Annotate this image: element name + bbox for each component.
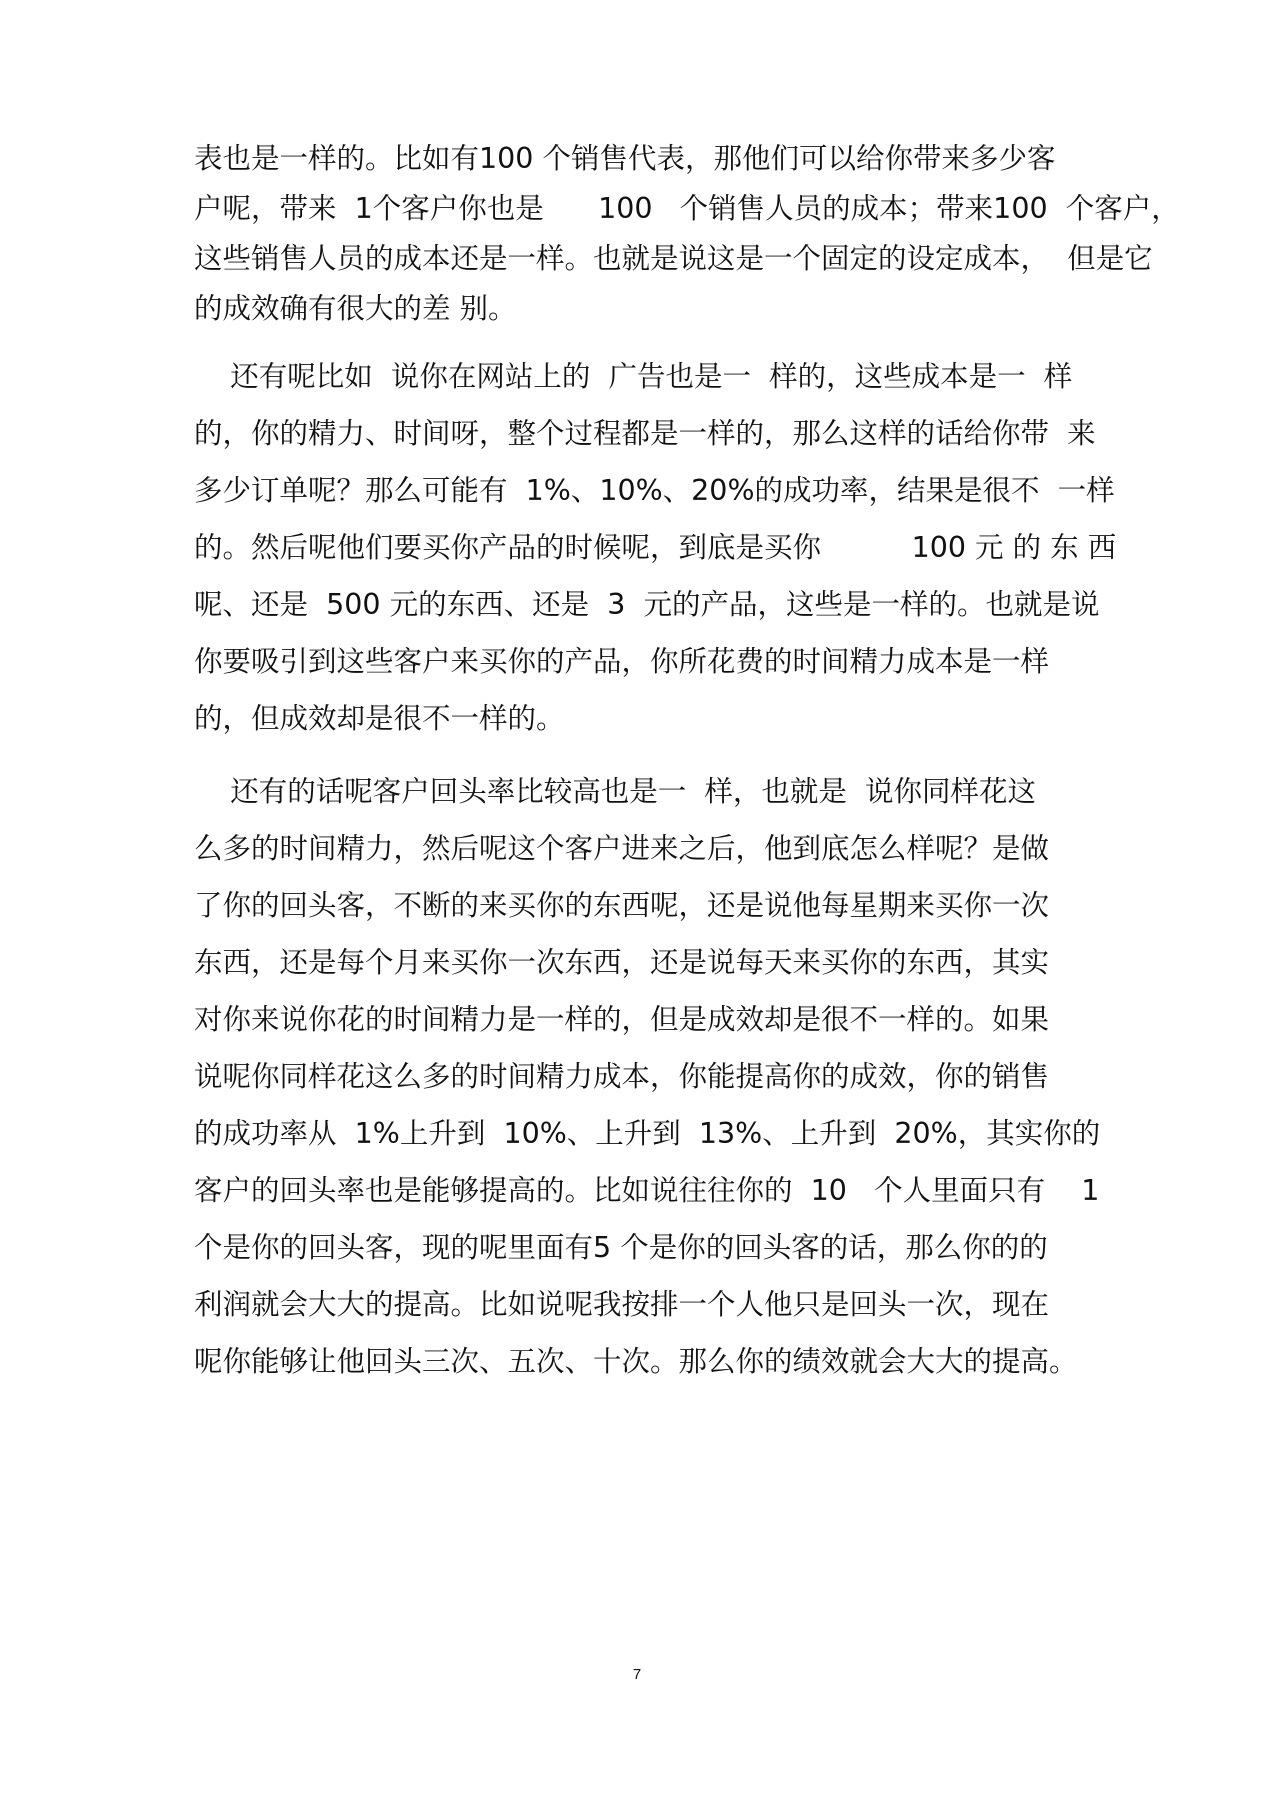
text-line: 的，你的精力、时间呀，整个过程都是一样的，那么这样的话给你带 来 xyxy=(194,417,1096,450)
text-line: 么多的时间精力，然后呢这个客户进来之后，他到底怎么样呢？是做 xyxy=(194,832,1050,865)
text-line: 这些销售人员的成本还是一样。也就是说这是一个固定的设定成本， 但是它 xyxy=(194,242,1153,275)
text-line: 客户的回头率也是能够提高的。比如说往往你的 10 个人里面只有 1 xyxy=(194,1174,1100,1207)
text-line: 的。然后呢他们要买你产品的时候呢，到底是买你 100 元 的 东 西 xyxy=(194,531,1117,564)
text-line: 户呢，带来 1个客户你也是 100 个销售人员的成本；带来100 个客户， xyxy=(194,192,1180,225)
text-line: 说呢你同样花这么多的时间精力成本，你能提高你的成效，你的销售 xyxy=(194,1060,1050,1093)
text-line: 呢、还是 500 元的东西、还是 3 元的产品，这些是一样的。也就是说 xyxy=(194,588,1100,621)
text-line: 还有的话呢客户回头率比较高也是一 样，也就是 说你同样花这 xyxy=(194,775,1036,808)
text-line: 表也是一样的。比如有100 个销售代表，那他们可以给你带来多少客 xyxy=(194,142,1056,175)
text-line: 多少订单呢？那么可能有 1%、10%、20%的成功率，结果是很不 一样 xyxy=(194,474,1115,507)
text-line: 的成功率从 1%上升到 10%、上升到 13%、上升到 20%，其实你的 xyxy=(194,1117,1101,1150)
text-line: 东西，还是每个月来买你一次东西，还是说每天来买你的东西，其实 xyxy=(194,946,1050,979)
text-line: 呢你能够让他回头三次、五次、十次。那么你的绩效就会大大的提高。 xyxy=(194,1345,1078,1378)
text-line: 对你来说你花的时间精力是一样的，但是成效却是很不一样的。如果 xyxy=(194,1003,1050,1036)
text-line: 的，但成效却是很不一样的。 xyxy=(194,702,565,735)
text-line: 利润就会大大的提高。比如说呢我按排一个人他只是回头一次，现在 xyxy=(194,1288,1050,1321)
text-line: 还有呢比如 说你在网站上的 广告也是一 样的，这些成本是一 样 xyxy=(194,360,1073,393)
text-line: 个是你的回头客，现的呢里面有5 个是你的回头客的话，那么你的的 xyxy=(194,1231,1048,1264)
text-line: 了你的回头客，不断的来买你的东西呢，还是说他每星期来买你一次 xyxy=(194,889,1050,922)
text-line: 的成效确有很大的差 别。 xyxy=(194,292,517,325)
text-line: 你要吸引到这些客户来买你的产品，你所花费的时间精力成本是一样 xyxy=(194,645,1050,678)
page-number: 7 xyxy=(632,1666,642,1683)
